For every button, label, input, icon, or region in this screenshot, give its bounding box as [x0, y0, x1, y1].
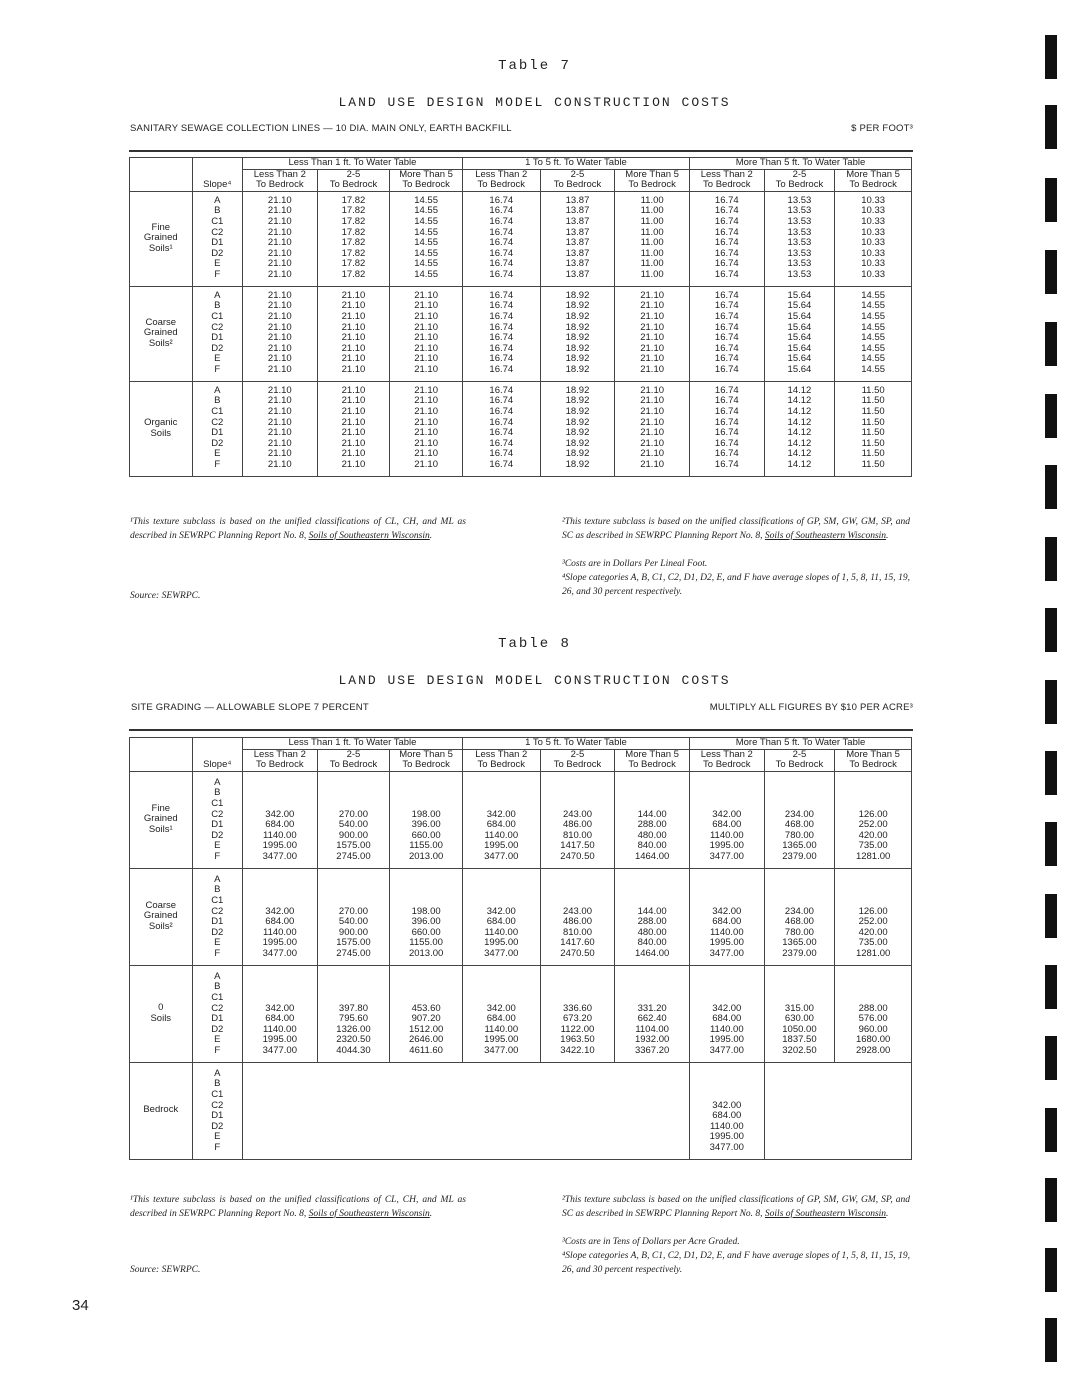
- registration-mark: [1045, 1108, 1057, 1152]
- value-column: 342.00 684.00 1140.00 1995.00 3477.00: [689, 965, 764, 1062]
- value-column: 21.10 21.10 21.10 21.10 21.10 21.10 21.10 21.10: [317, 381, 390, 476]
- table7-title: LAND USE DESIGN MODEL CONSTRUCTION COSTS: [338, 95, 731, 110]
- table7-subtitle-left: SANITARY SEWAGE COLLECTION LINES — 10 DIA. MAIN ONLY, EARTH BACKFILL: [130, 123, 512, 134]
- table8-footnote-3: ³Costs are in Tens of Dollars per Acre Graded.: [562, 1237, 740, 1247]
- empty-cell: [764, 1062, 911, 1159]
- slope-list: A B C1 C2 D1 D2 E F: [192, 1062, 242, 1159]
- table7-footnote-1: ¹This texture subclass is based on the unified classifications of CL, CH, and ML as described in SEWRPC Planning Report No. 8, Soils of Southeastern Wisconsin.: [130, 517, 466, 541]
- slope-list: A B C1 C2 D1 D2 E F: [192, 191, 242, 286]
- value-column: 270.00 540.00 900.00 1575.00 2745.00: [317, 771, 390, 868]
- empty-cell: [242, 1062, 689, 1159]
- value-column: 342.00 684.00 1140.00 1995.00 3477.00: [242, 771, 317, 868]
- registration-mark: [1045, 178, 1057, 222]
- table8-footnote-2: ²This texture subclass is based on the unified classifications of GP, SM, GW, GM, SP, and SC as described in SEWRPC Planning Report No. 8, Soils of Southeastern Wisconsin.: [562, 1195, 910, 1219]
- group-header: 1 To 5 ft. To Water Table: [462, 158, 689, 170]
- table8-footnote-1: ¹This texture subclass is based on the unified classifications of CL, CH, and ML as described in SEWRPC Planning Report No. 8, Soils of Southeastern Wisconsin.: [130, 1195, 466, 1219]
- slope-list: A B C1 C2 D1 D2 E F: [192, 771, 242, 868]
- value-column: 342.00 684.00 1140.00 1995.00 3477.00: [462, 771, 540, 868]
- value-column: 453.60 907.20 1512.00 2646.00 4611.60: [390, 965, 463, 1062]
- table8-title: LAND USE DESIGN MODEL CONSTRUCTION COSTS: [338, 673, 731, 688]
- subheader: Less Than 2 To Bedrock: [242, 749, 317, 771]
- table-row: [130, 1062, 912, 1159]
- value-column: 10.33 10.33 10.33 10.33 10.33 10.33 10.33 10.33: [835, 191, 912, 286]
- table8-footnote-4: ⁴Slope categories A, B, C1, C2, D1, D2, E, and F have average slopes of 1, 5, 8, 11, 15, 19, 26, and 30 percent respectively.: [562, 1251, 910, 1275]
- table7-number: Table 7: [498, 58, 571, 74]
- subheader: 2-5 To Bedrock: [764, 169, 835, 191]
- value-column: 21.10 21.10 21.10 21.10 21.10 21.10 21.10 21.10: [615, 381, 690, 476]
- value-column: 18.92 18.92 18.92 18.92 18.92 18.92 18.92 18.92: [540, 381, 615, 476]
- subheader: More Than 5 To Bedrock: [835, 749, 912, 771]
- value-column: 13.87 13.87 13.87 13.87 13.87 13.87 13.87 13.87: [540, 191, 615, 286]
- table7: [129, 157, 912, 477]
- table-row: [130, 868, 912, 965]
- table8: [129, 737, 912, 1160]
- registration-mark: [1045, 1248, 1057, 1292]
- value-column: 11.50 11.50 11.50 11.50 11.50 11.50 11.50 11.50: [835, 381, 912, 476]
- subheader: 2-5 To Bedrock: [317, 749, 390, 771]
- table-row: [130, 286, 912, 381]
- subheader: More Than 5 To Bedrock: [615, 749, 690, 771]
- value-column: 336.60 673.20 1122.00 1963.50 3422.10: [540, 965, 615, 1062]
- group-header: 1 To 5 ft. To Water Table: [462, 738, 689, 750]
- registration-mark: [1045, 1036, 1057, 1080]
- group-header: More Than 5 ft. To Water Table: [689, 738, 911, 750]
- value-column: 13.53 13.53 13.53 13.53 13.53 13.53 13.53 13.53: [764, 191, 835, 286]
- subheader: More Than 5 To Bedrock: [615, 169, 690, 191]
- table8-subtitle-left: SITE GRADING — ALLOWABLE SLOPE 7 PERCENT: [131, 702, 369, 713]
- subheader: Less Than 2 To Bedrock: [689, 169, 764, 191]
- footnote-text: ¹This texture subclass is based on the unified classifications of CL, CH, and ML as described in SEWRPC Planning Report No. 8,: [130, 517, 466, 541]
- value-column: 126.00 252.00 420.00 735.00 1281.00: [835, 868, 912, 965]
- value-column: 14.55 14.55 14.55 14.55 14.55 14.55 14.55 14.55: [835, 286, 912, 381]
- value-column: 18.92 18.92 18.92 18.92 18.92 18.92 18.92 18.92: [540, 286, 615, 381]
- table8-subtitle-right: MULTIPLY ALL FIGURES BY $10 PER ACRE³: [709, 702, 913, 713]
- value-column: 234.00 468.00 780.00 1365.00 2379.00: [764, 771, 835, 868]
- table-row: [130, 381, 912, 476]
- value-column: 126.00 252.00 420.00 735.00 1281.00: [835, 771, 912, 868]
- table8-top-rule: [129, 729, 913, 731]
- table-row: [130, 965, 912, 1062]
- soil-label: Coarse Grained Soils²: [130, 286, 193, 381]
- footnote-text: ²This texture subclass is based on the unified classifications of GP, SM, GW, GM, SP, and SC as described in SEWRPC Planning Report No. 8,: [562, 517, 910, 541]
- value-column: 11.00 11.00 11.00 11.00 11.00 11.00 11.00 11.00: [615, 191, 690, 286]
- subheader: Less Than 2 To Bedrock: [242, 169, 317, 191]
- subheader: Less Than 2 To Bedrock: [462, 169, 540, 191]
- registration-mark: [1045, 822, 1057, 866]
- footnote-reference: Soils of Southeastern Wisconsin: [308, 1209, 430, 1219]
- footnote-text: ²This texture subclass is based on the unified classifications of GP, SM, GW, GM, SP, and SC as described in SEWRPC Planning Report No. 8,: [562, 1195, 910, 1219]
- value-column: 315.00 630.00 1050.00 1837.50 3202.50: [764, 965, 835, 1062]
- header-blank: [130, 158, 193, 192]
- soil-label: Bedrock: [130, 1062, 193, 1159]
- soil-label: Organic Soils: [130, 381, 193, 476]
- subheader: More Than 5 To Bedrock: [390, 749, 463, 771]
- value-column: 16.74 16.74 16.74 16.74 16.74 16.74 16.74 16.74: [462, 381, 540, 476]
- group-header: Less Than 1 ft. To Water Table: [242, 738, 462, 750]
- value-column: 16.74 16.74 16.74 16.74 16.74 16.74 16.74 16.74: [689, 191, 764, 286]
- subheader: Less Than 2 To Bedrock: [462, 749, 540, 771]
- value-column: 342.00 684.00 1140.00 1995.00 3477.00: [242, 868, 317, 965]
- table8-number: Table 8: [498, 636, 571, 652]
- value-column: 21.10 21.10 21.10 21.10 21.10 21.10 21.10 21.10: [390, 381, 463, 476]
- footnote-reference: Soils of Southeastern Wisconsin: [764, 1209, 887, 1219]
- slope-header: Slope⁴: [192, 158, 242, 192]
- page-number: 34: [72, 1297, 89, 1314]
- value-column: 21.10 21.10 21.10 21.10 21.10 21.10 21.10 21.10: [390, 286, 463, 381]
- value-column: 342.00 684.00 1140.00 1995.00 3477.00: [689, 771, 764, 868]
- value-column: 21.10 21.10 21.10 21.10 21.10 21.10 21.10 21.10: [242, 191, 317, 286]
- footnote-reference: Soils of Southeastern Wisconsin: [764, 531, 887, 541]
- registration-mark: [1045, 394, 1057, 438]
- subheader: More Than 5 To Bedrock: [390, 169, 463, 191]
- table8-source: Source: SEWRPC.: [130, 1265, 201, 1275]
- footnote-text: ¹This texture subclass is based on the unified classifications of CL, CH, and ML as described in SEWRPC Planning Report No. 8,: [130, 1195, 466, 1219]
- table7-subtitle-right: $ PER FOOT³: [851, 123, 913, 134]
- value-column: 14.55 14.55 14.55 14.55 14.55 14.55 14.55 14.55: [390, 191, 463, 286]
- value-column: 21.10 21.10 21.10 21.10 21.10 21.10 21.10 21.10: [615, 286, 690, 381]
- subheader: More Than 5 To Bedrock: [835, 169, 912, 191]
- value-column: 342.00 684.00 1140.00 1995.00 3477.00: [462, 868, 540, 965]
- subheader: Less Than 2 To Bedrock: [689, 749, 764, 771]
- value-column: 16.74 16.74 16.74 16.74 16.74 16.74 16.74 16.74: [689, 286, 764, 381]
- registration-mark: [1045, 537, 1057, 581]
- table-row: [130, 191, 912, 286]
- value-column: 16.74 16.74 16.74 16.74 16.74 16.74 16.74 16.74: [462, 286, 540, 381]
- value-column: 342.00 684.00 1140.00 1995.00 3477.00: [689, 868, 764, 965]
- table7-footnote-4: ⁴Slope categories A, B, C1, C2, D1, D2, E, and F have average slopes of 1, 5, 8, 11, 15, 19, 26, and 30 percent respectively.: [562, 573, 910, 597]
- table7-source: Source: SEWRPC.: [130, 591, 201, 601]
- registration-mark: [1045, 965, 1057, 1009]
- table7-top-rule: [129, 150, 913, 152]
- subheader: 2-5 To Bedrock: [540, 749, 615, 771]
- registration-mark: [1045, 465, 1057, 509]
- soil-label: Coarse Grained Soils²: [130, 868, 193, 965]
- slope-list: A B C1 C2 D1 D2 E F: [192, 965, 242, 1062]
- value-column: 15.64 15.64 15.64 15.64 15.64 15.64 15.64 15.64: [764, 286, 835, 381]
- subheader: 2-5 To Bedrock: [764, 749, 835, 771]
- value-column: 270.00 540.00 900.00 1575.00 2745.00: [317, 868, 390, 965]
- slope-list: A B C1 C2 D1 D2 E F: [192, 381, 242, 476]
- table7-footnote-3: ³Costs are in Dollars Per Lineal Foot.: [562, 559, 708, 569]
- soil-label: Fine Grained Soils¹: [130, 771, 193, 868]
- table-row: [130, 771, 912, 868]
- registration-mark: [1045, 751, 1057, 795]
- value-column: 16.74 16.74 16.74 16.74 16.74 16.74 16.74 16.74: [689, 381, 764, 476]
- value-column: 397.80 795.60 1326.00 2320.50 4044.30: [317, 965, 390, 1062]
- registration-mark: [1045, 105, 1057, 149]
- registration-mark: [1045, 1178, 1057, 1222]
- group-header: More Than 5 ft. To Water Table: [689, 158, 911, 170]
- registration-mark: [1045, 322, 1057, 366]
- value-column: 342.00 684.00 1140.00 1995.00 3477.00: [242, 965, 317, 1062]
- soil-label: 0 Soils: [130, 965, 193, 1062]
- registration-mark: [1045, 1318, 1057, 1362]
- value-column: 144.00 288.00 480.00 840.00 1464.00: [615, 868, 690, 965]
- value-column: 16.74 16.74 16.74 16.74 16.74 16.74 16.74 16.74: [462, 191, 540, 286]
- value-column: 144.00 288.00 480.00 840.00 1464.00: [615, 771, 690, 868]
- value-column: 342.00 684.00 1140.00 1995.00 3477.00: [689, 1062, 764, 1159]
- value-column: 21.10 21.10 21.10 21.10 21.10 21.10 21.10 21.10: [242, 381, 317, 476]
- header-blank: [130, 738, 193, 772]
- soil-label: Fine Grained Soils¹: [130, 191, 193, 286]
- value-column: 21.10 21.10 21.10 21.10 21.10 21.10 21.10 21.10: [317, 286, 390, 381]
- value-column: 14.12 14.12 14.12 14.12 14.12 14.12 14.12 14.12: [764, 381, 835, 476]
- registration-mark: [1045, 250, 1057, 294]
- slope-list: A B C1 C2 D1 D2 E F: [192, 286, 242, 381]
- value-column: 342.00 684.00 1140.00 1995.00 3477.00: [462, 965, 540, 1062]
- subheader: 2-5 To Bedrock: [540, 169, 615, 191]
- value-column: 17.82 17.82 17.82 17.82 17.82 17.82 17.82 17.82: [317, 191, 390, 286]
- table7-footnote-2: ²This texture subclass is based on the unified classifications of GP, SM, GW, GM, SP, and SC as described in SEWRPC Planning Report No. 8, Soils of Southeastern Wisconsin.: [562, 517, 910, 541]
- registration-mark: [1045, 894, 1057, 938]
- slope-list: A B C1 C2 D1 D2 E F: [192, 868, 242, 965]
- value-column: 243.00 486.00 810.00 1417.60 2470.50: [540, 868, 615, 965]
- slope-header: Slope⁴: [192, 738, 242, 772]
- subheader: 2-5 To Bedrock: [317, 169, 390, 191]
- value-column: 198.00 396.00 660.00 1155.00 2013.00: [390, 771, 463, 868]
- value-column: 288.00 576.00 960.00 1680.00 2928.00: [835, 965, 912, 1062]
- group-header: Less Than 1 ft. To Water Table: [242, 158, 462, 170]
- value-column: 198.00 396.00 660.00 1155.00 2013.00: [390, 868, 463, 965]
- value-column: 234.00 468.00 780.00 1365.00 2379.00: [764, 868, 835, 965]
- value-column: 243.00 486.00 810.00 1417.50 2470.50: [540, 771, 615, 868]
- footnote-reference: Soils of Southeastern Wisconsin: [308, 531, 430, 541]
- value-column: 331.20 662.40 1104.00 1932.00 3367.20: [615, 965, 690, 1062]
- value-column: 21.10 21.10 21.10 21.10 21.10 21.10 21.10 21.10: [242, 286, 317, 381]
